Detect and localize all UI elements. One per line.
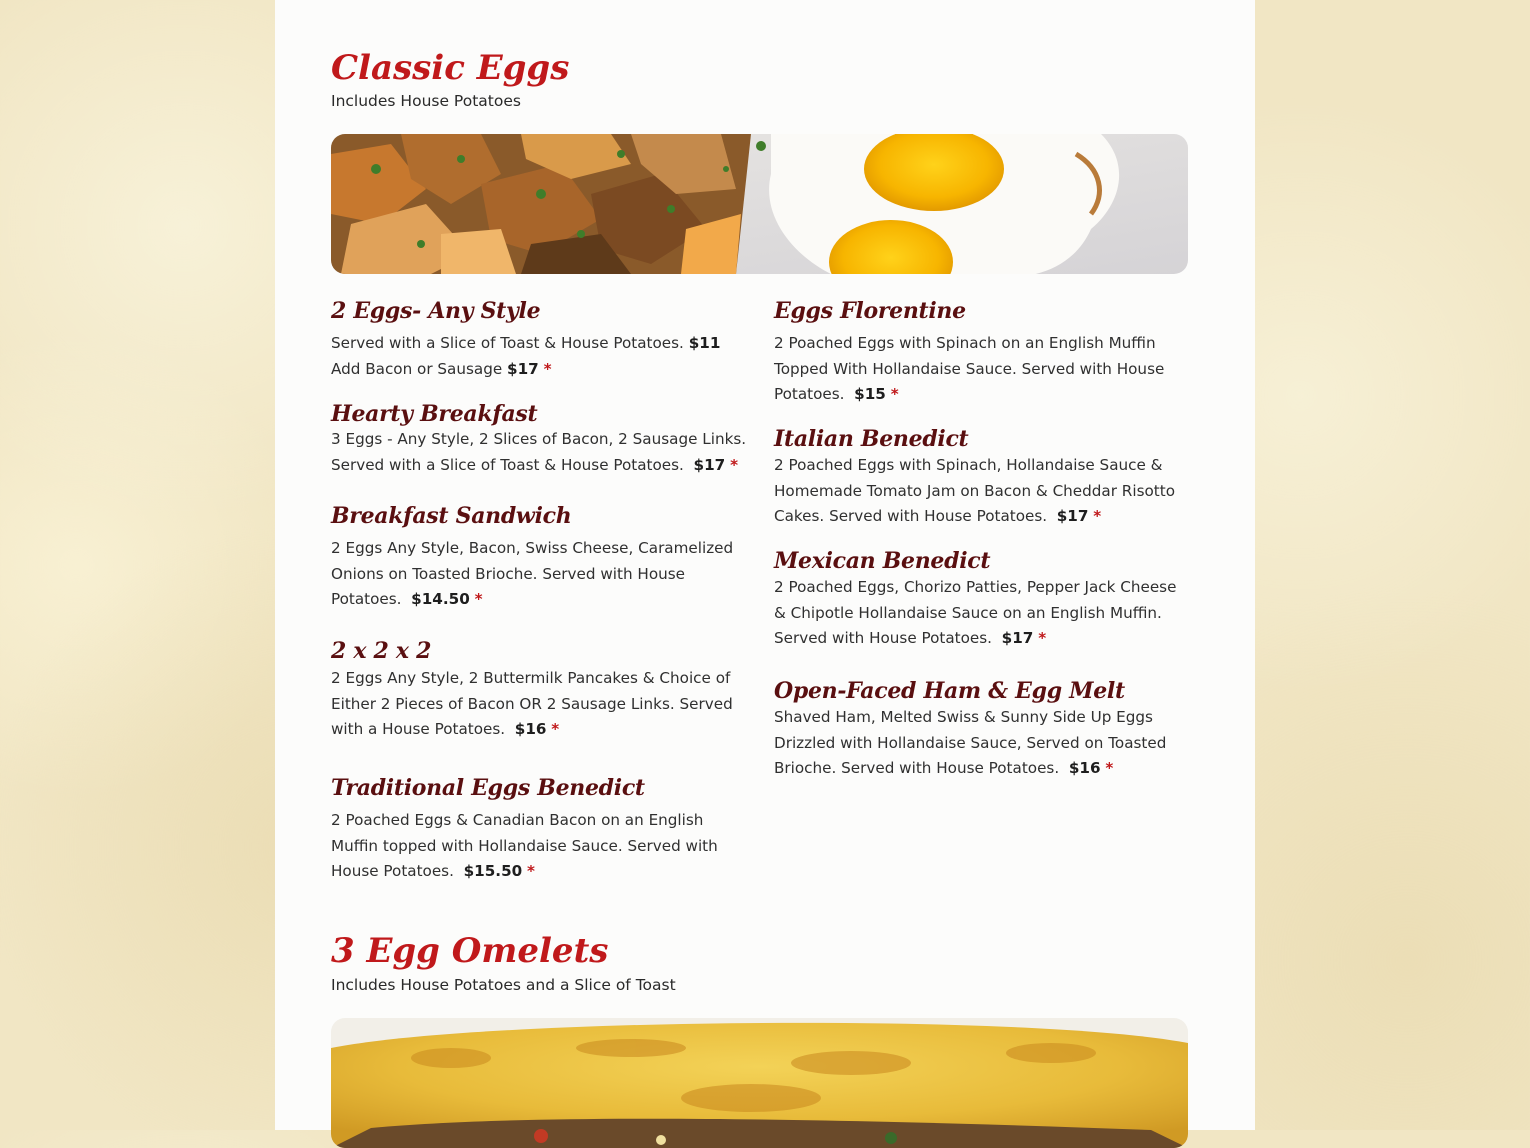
item-price: $16 [514,720,547,739]
item-title-eggs-florentine: Eggs Florentine [774,298,966,324]
item-desc-eggs-florentine [774,331,1186,408]
item-desc-text: 3 Eggs - Any Style, 2 Slices of Bacon, 2 Sausage Links. Served with a Slice of Toast & House Potatoes. [331,430,747,474]
item-title-mexican-benedict: Mexican Benedict [774,548,991,574]
item-title-2-eggs-any-style: 2 Eggs- Any Style [331,298,541,324]
section-subtitle-classic-eggs: Includes House Potatoes [331,92,521,110]
item-desc-open-faced-ham-egg-melt [774,705,1186,782]
item-price: $15.50 [463,862,523,881]
omelet-image [331,1018,1188,1148]
raw-food-warning-star: * [1105,759,1114,778]
raw-food-warning-star: * [730,455,739,474]
raw-food-warning-star: * [890,385,899,404]
item-desc-text: 2 Eggs Any Style, Bacon, Swiss Cheese, Caramelized Onions on Toasted Brioche. Served with House Potatoes. [331,539,734,609]
item-line-add-meat: Add Bacon or Sausage [331,359,503,378]
omelets-photo [331,1018,1188,1148]
item-price: $11 [688,334,721,352]
item-desc-2x2x2 [331,666,751,743]
item-desc-text: 2 Poached Eggs & Canadian Bacon on an English Muffin topped with Hollandaise Sauce. Served with House Potatoes. [331,811,718,881]
raw-food-warning-star: * [543,359,552,378]
item-title-traditional-eggs-benedict: Traditional Eggs Benedict [331,775,645,801]
raw-food-warning-star: * [1038,629,1047,648]
item-desc-breakfast-sandwich [331,536,751,613]
item-desc-text: 2 Poached Eggs with Spinach on an English Muffin Topped With Hollandaise Sauce. Served with House Potatoes. [774,334,1165,404]
raw-food-warning-star: * [474,590,483,609]
item-desc-text: 2 Poached Eggs with Spinach, Hollandaise Sauce & Homemade Tomato Jam on Bacon & Cheddar Risotto Cakes. Served with House Potatoes. [774,456,1175,526]
item-price: $16 [1068,759,1101,778]
item-desc-traditional-eggs-benedict [331,808,751,885]
section-title-omelets: 3 Egg Omelets [331,931,609,971]
item-price: $17 [1001,629,1034,648]
item-desc-text: Shaved Ham, Melted Swiss & Sunny Side Up Eggs Drizzled with Hollandaise Sauce, Served on Toasted Brioche. Served with House Potatoes. [774,708,1167,778]
item-title-italian-benedict: Italian Benedict [774,426,969,452]
item-title-hearty-breakfast: Hearty Breakfast [331,401,538,427]
item-desc-text: 2 Poached Eggs, Chorizo Patties, Pepper Jack Cheese & Chipotle Hollandaise Sauce on an English Muffin. Served with House Potatoes. [774,578,1177,648]
item-price: $15 [854,385,886,404]
section-title-classic-eggs: Classic Eggs [331,48,570,88]
item-price: $14.50 [411,590,470,609]
raw-food-warning-star: * [527,862,535,881]
item-price: $17 [507,359,539,378]
item-title-breakfast-sandwich: Breakfast Sandwich [331,503,572,529]
item-line-toast: Served with a Slice of Toast & House Potatoes. [331,334,684,352]
item-desc-italian-benedict [774,453,1186,530]
item-price: $17 [1056,507,1089,526]
menu-panel [275,0,1255,1130]
item-desc-hearty-breakfast [331,427,751,478]
classic-eggs-photo [331,134,1188,274]
item-desc-2-eggs-any-style [331,331,751,382]
item-price: $17 [693,455,726,474]
item-desc-text: 2 Eggs Any Style, 2 Buttermilk Pancakes & Choice of Either 2 Pieces of Bacon OR 2 Sausage Links. Served with a House Potatoes. [331,669,733,739]
item-title-2x2x2: 2 x 2 x 2 [331,638,432,664]
potatoes-and-eggs-image [331,134,1188,274]
raw-food-warning-star: * [551,720,560,739]
item-desc-mexican-benedict [774,575,1186,652]
section-subtitle-omelets: Includes House Potatoes and a Slice of Toast [331,976,676,994]
item-title-open-faced-ham-egg-melt: Open-Faced Ham & Egg Melt [774,678,1125,704]
raw-food-warning-star: * [1093,507,1102,526]
